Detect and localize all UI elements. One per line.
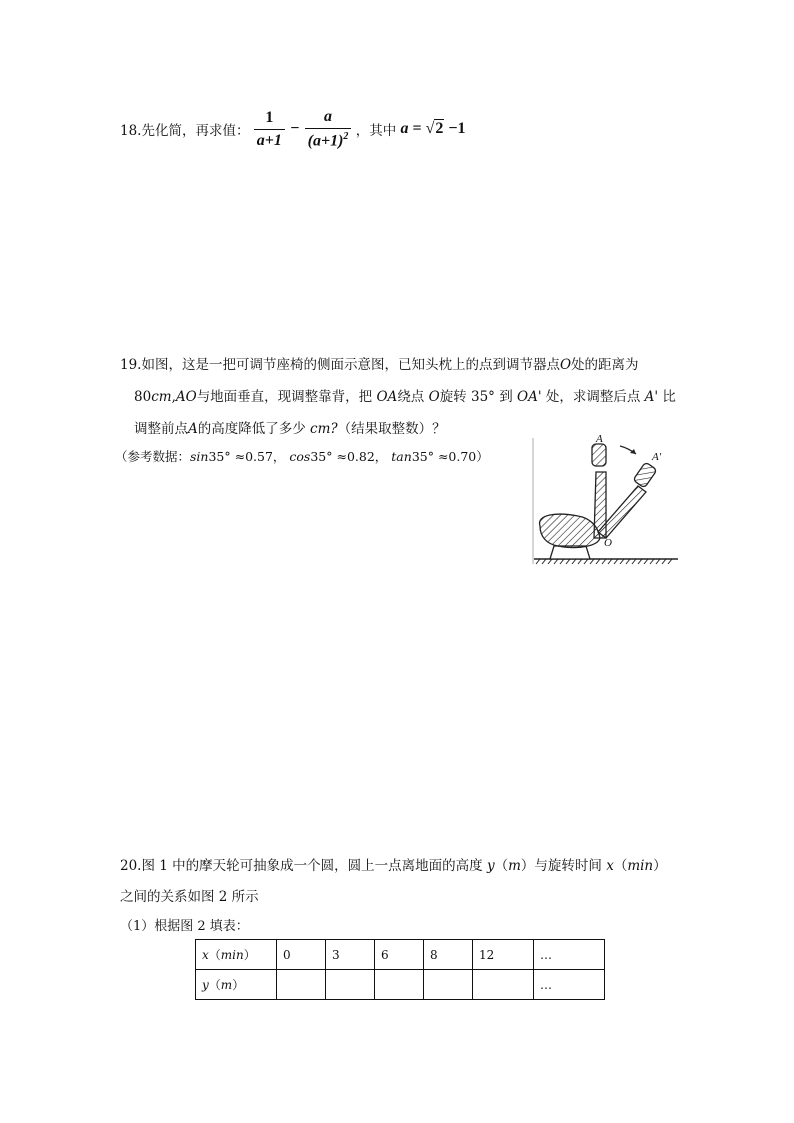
table-var-x: x bbox=[202, 948, 209, 962]
q18-equals: = bbox=[408, 120, 426, 138]
q18-line bbox=[120, 108, 466, 150]
q18-fraction-1 bbox=[254, 109, 285, 150]
q20-line1-unit-m: m bbox=[508, 858, 521, 874]
q19-line1-var: O bbox=[559, 357, 572, 373]
label-a-prime: A' bbox=[652, 451, 662, 463]
table-cell: 8 bbox=[424, 940, 473, 970]
q19-ref-tan: tan bbox=[391, 449, 412, 464]
q18-middle: ，其中 bbox=[355, 123, 397, 140]
table-cell: 6 bbox=[375, 940, 424, 970]
q18-minus: − bbox=[290, 120, 300, 138]
q20-line1-var-y: y bbox=[486, 858, 495, 874]
q18-frac2-numerator: a bbox=[305, 108, 352, 129]
q20-line-2 bbox=[120, 885, 259, 905]
q20-sub1-text: （1）根据图 2 填表： bbox=[120, 919, 249, 934]
q19-line2-text-f: 处，求调整后点 bbox=[545, 389, 641, 405]
q19-line2-var-o: O bbox=[428, 389, 440, 405]
q19-line2-text-e: 旋转 35° 到 bbox=[439, 389, 513, 405]
seat-cushion bbox=[540, 514, 600, 547]
table-cell: 12 bbox=[473, 940, 534, 970]
q18-sqrt-icon: √ bbox=[425, 120, 435, 138]
q19-line-1 bbox=[120, 353, 639, 373]
table-cell-blank[interactable] bbox=[277, 970, 326, 1000]
table-var-y: y bbox=[202, 978, 209, 992]
q20-sub-1 bbox=[120, 915, 249, 934]
q19-line2-var-a-prime: A' bbox=[644, 389, 659, 405]
headrest-original bbox=[592, 444, 606, 466]
table-cell-blank[interactable] bbox=[375, 970, 424, 1000]
q20-line1-unit-min: min bbox=[627, 858, 654, 874]
q19-line3-text-c: （结果取整数）？ bbox=[337, 421, 446, 437]
q19-line2-num: 80 bbox=[134, 389, 152, 405]
q18-frac2-denominator bbox=[305, 129, 352, 150]
q20-line-1 bbox=[120, 854, 667, 874]
table-cell-ellipsis: … bbox=[534, 970, 605, 1000]
q19-line2-unit: cm bbox=[151, 389, 172, 405]
q19-line1-end: 处的距离为 bbox=[571, 357, 639, 373]
seat-diagram bbox=[528, 434, 688, 568]
table-row-y bbox=[196, 970, 605, 1000]
table-cell-blank[interactable] bbox=[326, 970, 375, 1000]
q18-frac2-den-base: (a+1) bbox=[307, 132, 344, 150]
table-cell: 0 bbox=[277, 940, 326, 970]
q19-line2-var-oa: OA bbox=[376, 389, 398, 405]
q20-table bbox=[195, 939, 605, 1000]
q18-frac2-exponent: 2 bbox=[343, 131, 349, 142]
q19-line-3 bbox=[134, 417, 446, 437]
q19-line3-text-b: 的高度降低了多少 bbox=[197, 421, 306, 437]
q19-ref-sin: sin bbox=[190, 449, 209, 464]
q20-line2-text: 之间的关系如图 2 所示 bbox=[120, 889, 259, 905]
q18-radicand: 2 bbox=[435, 120, 444, 138]
table-cell-blank[interactable] bbox=[424, 970, 473, 1000]
q19-ref-cos-value: 35° ≈0.82， bbox=[310, 449, 388, 464]
table-header-y: y（m） bbox=[196, 970, 277, 1000]
table-header-x: x（min） bbox=[196, 940, 277, 970]
table-cell: 3 bbox=[326, 940, 375, 970]
q19-line2-var-oa-prime: OA' bbox=[517, 389, 542, 405]
q19-ref-cos: cos bbox=[289, 449, 311, 464]
q20-line1-paren-close: ） bbox=[653, 858, 667, 874]
q19-line3-text-a: 调整前点 bbox=[134, 421, 188, 437]
table-unit-m: m bbox=[220, 978, 233, 992]
table-cell-blank[interactable] bbox=[473, 970, 534, 1000]
q18-prefix: 18.先化简，再求值： bbox=[120, 123, 250, 140]
q19-line1-text: 19.如图，这是一把可调节座椅的侧面示意图，已知头枕上的点到调节器点 bbox=[120, 357, 560, 373]
label-a: A bbox=[596, 434, 603, 445]
q19-ref-tan-value: 35° ≈0.70） bbox=[411, 449, 489, 464]
table-unit-min: min bbox=[220, 948, 244, 962]
headrest-rotated bbox=[633, 462, 657, 488]
label-o: O bbox=[604, 537, 612, 549]
q19-line2-var-ao: AO bbox=[175, 389, 197, 405]
q20-line1-paren-open-2: （ bbox=[613, 858, 628, 874]
q20-line1-paren-open: （ bbox=[494, 858, 509, 874]
q19-reference-data bbox=[115, 447, 489, 465]
q19-line-2 bbox=[134, 385, 676, 405]
q20-line1-var-x: x bbox=[606, 858, 614, 874]
q19-line2-text-g: 比 bbox=[662, 389, 676, 405]
q18-tail: −1 bbox=[444, 120, 466, 138]
q19-line2-text-d: 绕点 bbox=[397, 389, 425, 405]
q18-fraction-2 bbox=[305, 108, 352, 150]
q18-frac1-denominator: a+1 bbox=[256, 131, 282, 149]
table-cell-ellipsis: … bbox=[534, 940, 605, 970]
q20-line1-text: 20.图 1 中的摩天轮可抽象成一个圆，圆上一点离地面的高度 bbox=[120, 858, 483, 874]
q19-line2-comma: , bbox=[171, 389, 176, 405]
q18-condition bbox=[401, 119, 466, 137]
q20-line1-text-c: ）与旋转时间 bbox=[520, 858, 602, 874]
q19-line3-var-a: A bbox=[188, 421, 198, 437]
q19-line3-unit: cm? bbox=[310, 421, 338, 437]
q19-ref-sin-value: 35° ≈0.57， bbox=[208, 449, 286, 464]
table-row-x bbox=[196, 940, 605, 970]
q18-frac1-numerator: 1 bbox=[254, 109, 285, 130]
q18-var: a bbox=[400, 120, 409, 138]
q19-line2-text-c: 与地面垂直，现调整靠背，把 bbox=[196, 389, 373, 405]
q19-ref-prefix: （参考数据： bbox=[115, 449, 191, 464]
